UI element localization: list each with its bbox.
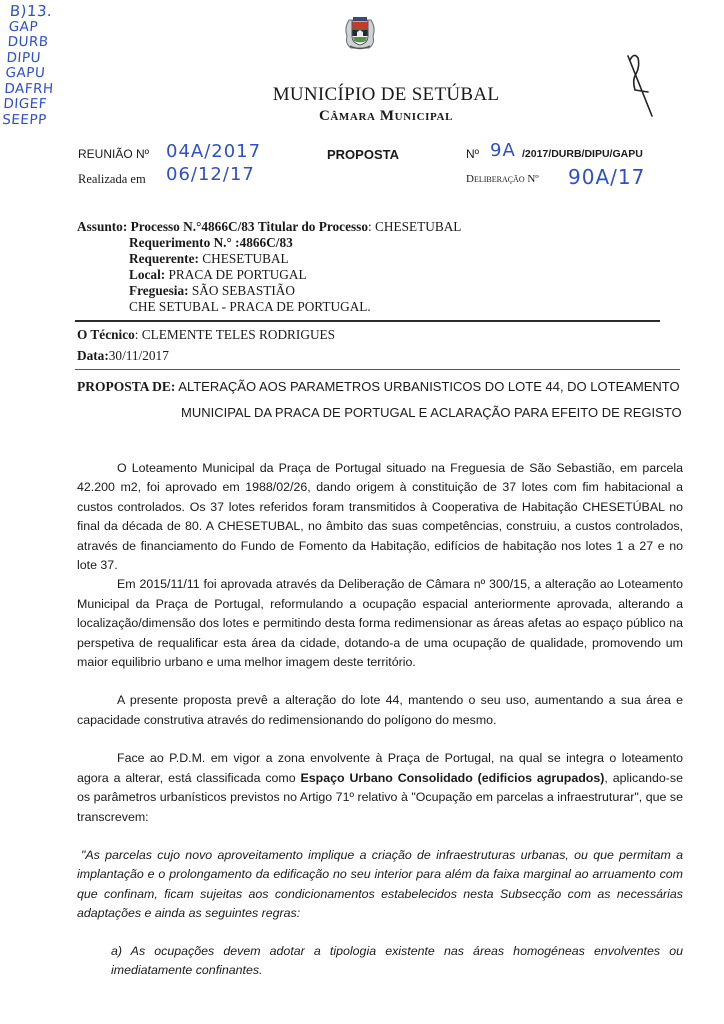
technician-value: : CLEMENTE TELES RODRIGUES [134, 327, 336, 342]
routing-entry: SEEPP [1, 111, 48, 128]
document-body [77, 459, 683, 980]
parish-label: Freguesia: [129, 283, 189, 298]
paragraph-text: Face ao P.D.M. em vigor a zona envolvente à Praça de Portugal, na qual se integra o loteamento agora a alterar, está classificada como [77, 751, 683, 785]
deliberation-number-label: Deliberação Nº [466, 173, 539, 185]
deliberation-number-value: 90A/17 [568, 165, 646, 189]
rule-item-a: a) As ocupações devem adotar a tipologia existente nas áreas homogéneas envolventes ou imediatamente confinantes. [111, 943, 683, 977]
routing-entry: GAPU [4, 65, 46, 81]
holder-value: : CHESETUBAL [367, 219, 462, 234]
proposal-heading-label: PROPOSTA DE: [77, 379, 176, 394]
date-label: Data: [77, 348, 109, 363]
routing-entry: DURB [7, 34, 50, 50]
process-number: Processo N.°4866C/83 [130, 219, 255, 234]
paragraph: O Loteamento Municipal da Praça de Portugal situado na Freguesia de São Sebastião, em parcela 42.200 m2, foi aprovado em 1988/02/26, dando origem à constituição de 37 lotes com fim habitacional a custos controlados. Os 37 lotes referidos foram transmitidos à Cooperativa de Habitação CHESETÚBAL no final da década de 80. A CHESETUBAL, no âmbito das suas competências, construiu, a custos controlados, através de financiamento do Fundo de Fomento da Habitação, edifícios de habitação nos lotes 1 a 27 e no lote 37. [77, 461, 683, 573]
subject-label: Assunto: [77, 219, 128, 234]
applicant-row [77, 251, 461, 267]
signature-icon [622, 50, 662, 120]
meeting-number-label: REUNIÃO Nº [78, 147, 150, 161]
routing-entry: DIGEF [2, 96, 48, 112]
routing-entry: DAFRH [3, 80, 55, 97]
paragraph [77, 749, 683, 827]
parish-value: SÃO SEBASTIÃO [188, 283, 295, 298]
council-title: Câmara Municipal [318, 108, 454, 124]
quoted-article: "As parcelas cujo novo aproveitamento implique a criação de infraestruturas urbanas, ou que permitam a implantação e o prolongamento da edificação no seu interior para além da faixa marginal ao arruamento com que confinam, ficam sujeitas aos condicionamentos estabelecidos nesta Subsecção com as necessárias adaptações e ainda as seguintes regras: [77, 847, 683, 921]
paragraph: A presente proposta prevê a alteração do lote 44, mantendo o seu uso, aumentando a sua área e capacidade construtiva através do redimensionando do polígono do mesmo. [77, 693, 683, 727]
routing-entry: GAP [8, 18, 39, 35]
held-on-value: 06/12/17 [166, 164, 255, 185]
paragraph-text: , aplicando-se os parâmetros urbanísticos previstos no Artigo 71º relativo à "Ocupação em parcelas a infraestruturar", que se transcrevem: [77, 770, 683, 824]
meeting-number-value: 04A/2017 [166, 141, 262, 162]
location-label: Local: [129, 267, 166, 282]
technician-line [77, 327, 335, 343]
technician-label: O Técnico [77, 327, 135, 342]
applicant-label: Requerente: [129, 251, 199, 266]
proposal-heading [77, 374, 697, 426]
subject-extra-line: CHE SETUBAL - PRACA DE PORTUGAL. [129, 299, 371, 314]
applicant-value: CHESETUBAL [198, 251, 289, 266]
proposal-number-suffix: /2017/DURB/DIPU/GAPU [522, 148, 643, 160]
location-value: PRACA DE PORTUGAL [165, 267, 307, 282]
holder-label: Titular do Processo [257, 219, 368, 234]
proposal-heading-line1 [77, 374, 697, 400]
request-row [77, 235, 461, 251]
subject-process-row [77, 219, 461, 235]
routing-entry: B)13. [9, 2, 53, 20]
coat-of-arms-icon [343, 14, 377, 52]
proposal-label: PROPOSTA [327, 147, 399, 162]
divider [75, 369, 680, 370]
location-row [77, 267, 461, 283]
proposal-heading-line2: MUNICIPAL DA PRACA DE PORTUGAL E ACLARAÇÃO PARA EFEITO DE REGISTO [181, 405, 682, 420]
proposal-number-value: 9A [490, 140, 516, 161]
municipality-title: MUNICÍPIO DE SETÚBAL [272, 84, 500, 105]
date-value: 30/11/2017 [108, 348, 169, 363]
proposal-heading-text: ALTERAÇÃO AOS PARAMETROS URBANISTICOS DO LOTE 44, DO LOTEAMENTO [175, 379, 680, 394]
request-number: Requerimento N.° :4866C/83 [129, 235, 293, 250]
divider [75, 320, 660, 322]
proposal-number-label: Nº [466, 147, 480, 161]
paragraph-emphasis: Espaço Urbano Consolidado (edificios agrupados) [300, 770, 605, 785]
date-line [77, 348, 169, 364]
paragraph: Em 2015/11/11 foi aprovada através da Deliberação de Câmara nº 300/15, a alteração ao Loteamento Municipal da Praça de Portugal, reformulando a ocupação espacial anteriormente aprovada, alterando a localização/dimensão dos lotes e permitindo desta forma redimensionar as áreas afetas ao espaço público na perspetiva de requalificar esta área da cidade, dotando-a de uma ocupação de qualidade, promovendo um maior equilibrio urbano e uma melhor imagem deste território. [77, 577, 683, 670]
subject-block [77, 219, 461, 315]
routing-entry: DIPU [6, 49, 42, 66]
parish-row [77, 283, 461, 299]
held-on-label: Realizada em [78, 172, 146, 186]
